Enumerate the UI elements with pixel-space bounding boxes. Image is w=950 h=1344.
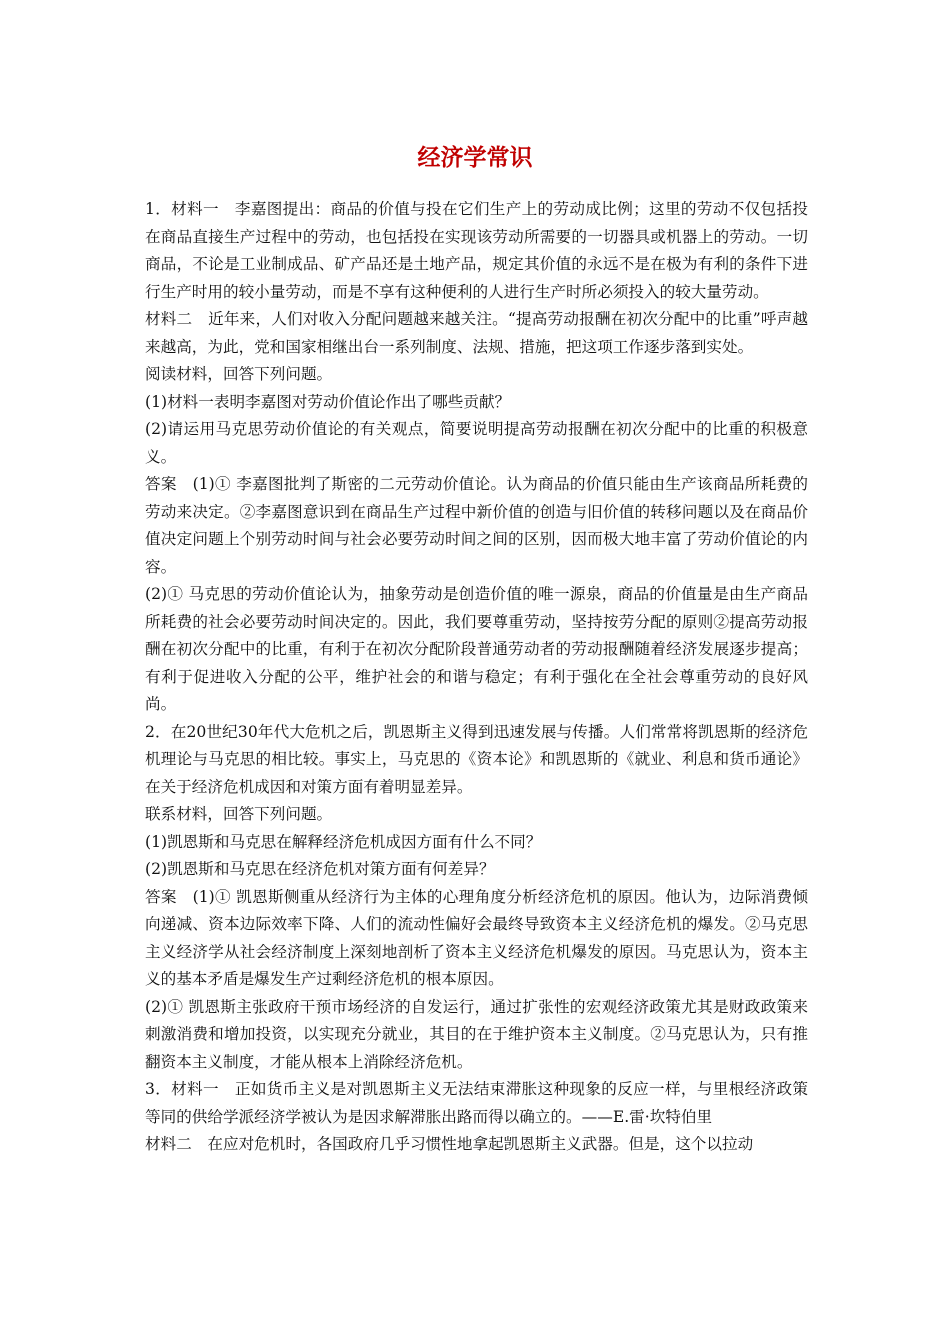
question-1-answer-1: 答案 (1)① 李嘉图批判了斯密的二元劳动价值论。认为商品的价值只能由生产该商品所耗费的劳动来决定。②李嘉图意识到在商品生产过程中新价值的创造与旧价值的转移问题以及在商品价值决定问题上个别劳动时间与社会必要劳动时间之间的区别，因而极大地丰富了劳动价值论的内容。 bbox=[145, 475, 808, 576]
question-3-material-1: 3．材料一 正如货币主义是对凯恩斯主义无法结束滞胀这种现象的反应一样，与里根经济政策等同的供给学派经济学被认为是因求解滞胀出路而得以确立的。——E.雷·坎特伯里 bbox=[145, 1080, 808, 1126]
question-2-material: 2．在20世纪30年代大危机之后，凯恩斯主义得到迅速发展与传播。人们常常将凯恩斯的经济危机理论与马克思的相比较。事实上，马克思的《资本论》和凯恩斯的《就业、利息和货币通论》在关于经济危机成因和对策方面有着明显差异。 bbox=[145, 722, 808, 796]
question-3-material-2: 材料二 在应对危机时，各国政府几乎习惯性地拿起凯恩斯主义武器。但是，这个以拉动 bbox=[145, 1135, 754, 1153]
question-2-answer-2: (2)① 凯恩斯主张政府干预市场经济的自发运行，通过扩张性的宏观经济政策尤其是财政政策来刺激消费和增加投资，以实现充分就业，其目的在于维护资本主义制度。②马克思认为，只有推翻资本主义制度，才能从根本上消除经济危机。 bbox=[145, 997, 808, 1071]
question-2-sub-2: (2)凯恩斯和马克思在经济危机对策方面有何差异？ bbox=[145, 860, 495, 878]
question-1-sub-1: (1)材料一表明李嘉图对劳动价值论作出了哪些贡献？ bbox=[145, 392, 511, 411]
question-2-sub-1: (1)凯恩斯和马克思在解释经济危机成因方面有什么不同？ bbox=[145, 832, 542, 851]
question-2-instruction: 联系材料，回答下列问题。 bbox=[145, 805, 333, 823]
question-1-material-1: 1．材料一 李嘉图提出：商品的价值与投在它们生产上的劳动成比例；这里的劳动不仅包括投在商品直接生产过程中的劳动，也包括投在实现该劳动所需要的一切器具或机器上的劳动。一切商品，不论是工业制成品、矿产品还是土地产品，规定其价值的永远不是在极为有利的条件下进行生产时用的较小量劳动，而是不享有这种便利的人进行生产时所必须投入的较大量劳动。 bbox=[145, 200, 808, 301]
question-1-material-2: 材料二 近年来，人们对收入分配问题越来越关注。“提高劳动报酬在初次分配中的比重”呼声越来越高，为此，党和国家相继出台一系列制度、法规、措施，把这项工作逐步落到实处。 bbox=[145, 310, 808, 356]
question-1-sub-2: (2)请运用马克思劳动价值论的有关观点，简要说明提高劳动报酬在初次分配中的比重的积极意义。 bbox=[145, 420, 808, 466]
question-1-instruction: 阅读材料，回答下列问题。 bbox=[145, 365, 333, 383]
question-2-answer-1: 答案 (1)① 凯恩斯侧重从经济行为主体的心理角度分析经济危机的原因。他认为，边际消费倾向递减、资本边际效率下降、人们的流动性偏好会最终导致资本主义经济危机的爆发。②马克思主义经济学从社会经济制度上深刻地剖析了资本主义经济危机爆发的原因。马克思认为，资本主义的基本矛盾是爆发生产过剩经济危机的根本原因。 bbox=[145, 887, 808, 988]
question-1-answer-2: (2)① 马克思的劳动价值论认为，抽象劳动是创造价值的唯一源泉，商品的价值量是由生产商品所耗费的社会必要劳动时间决定的。因此，我们要尊重劳动，坚持按劳分配的原则②提高劳动报酬在初次分配中的比重，有利于在初次分配阶段普通劳动者的劳动报酬随着经济发展逐步提高；有利于促进收入分配的公平，维护社会的和谐与稳定；有利于强化在全社会尊重劳动的良好风尚。 bbox=[145, 585, 808, 713]
document-title: 经济学常识 bbox=[417, 144, 533, 171]
document-body bbox=[145, 196, 808, 1159]
